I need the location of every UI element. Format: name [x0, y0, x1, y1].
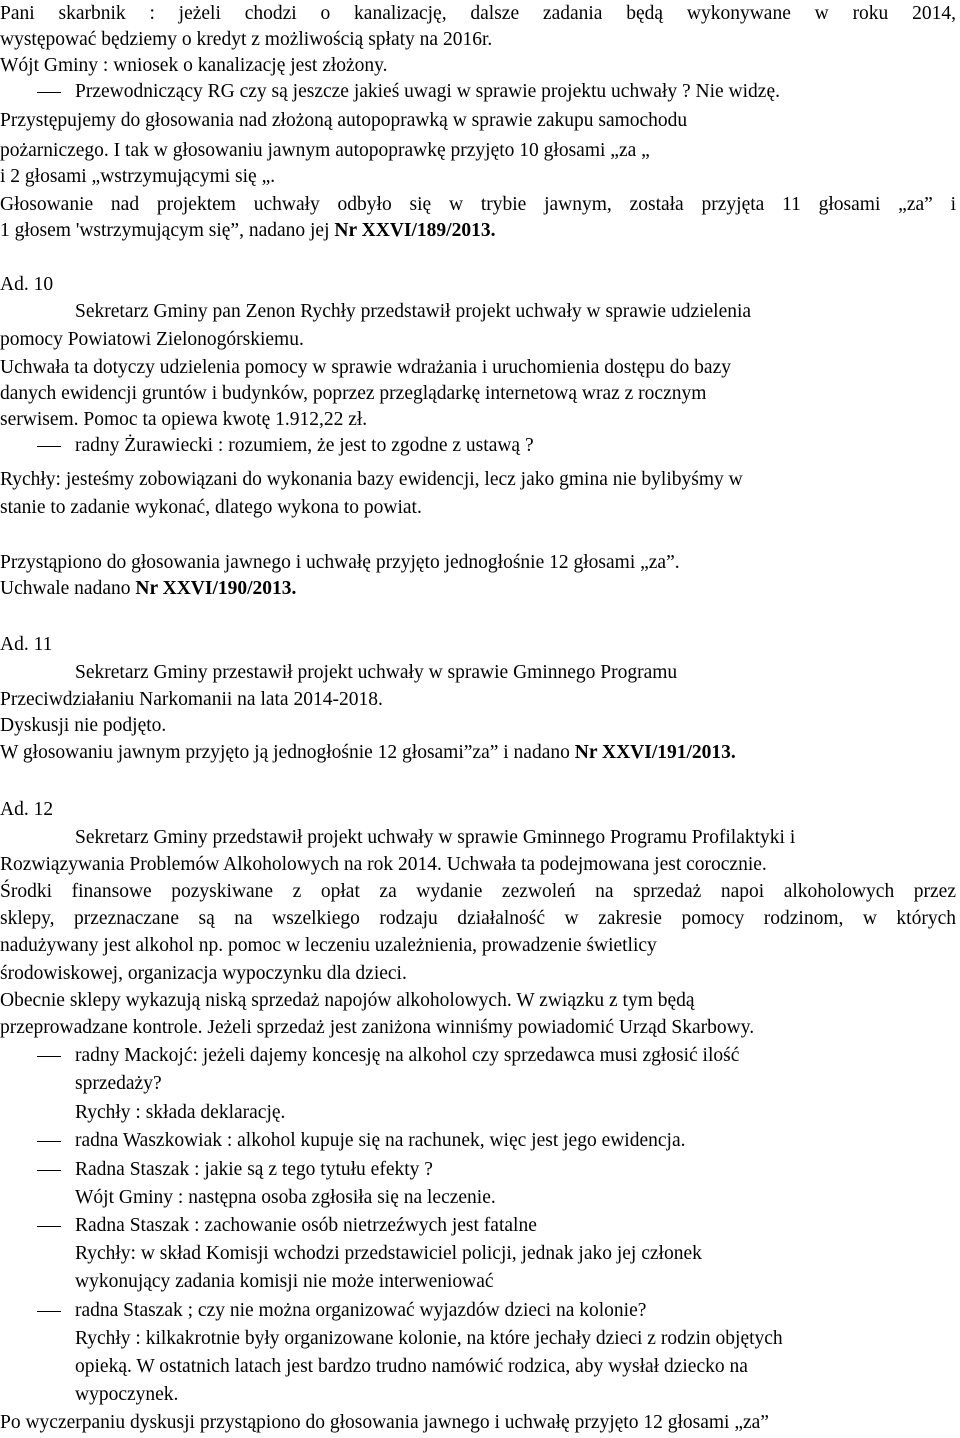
text-line: Dyskusji nie podjęto. — [0, 715, 167, 736]
text-span: 1 głosem 'wstrzymującym się”, nadano jej — [0, 220, 335, 241]
text-line: opieką. W ostatnich latach jest bardzo trudno namówić rodzica, aby wysłał dziecko na — [75, 1356, 748, 1377]
list-dash — [37, 1226, 61, 1227]
list-dash — [37, 446, 61, 447]
text-line: Rychły : kilkakrotnie były organizowane kolonie, na które jechały dzieci z rodzin objętych — [75, 1328, 783, 1349]
text-line: występować będziemy o kredyt z możliwością spłaty na 2016r. — [0, 29, 493, 50]
text-line — [0, 740, 736, 766]
text-line: pożarniczego. I tak w głosowaniu jawnym autopoprawkę przyjęto 10 głosami „za „ — [0, 140, 650, 161]
text-line: nadużywany jest alkohol np. pomoc w leczeniu uzależnienia, prowadzenie świetlicy — [0, 935, 657, 956]
text-line: i 2 głosami „wstrzymującymi się „. — [0, 166, 276, 187]
text-line: Przystąpiono do głosowania jawnego i uchwałę przyjęto jednogłośnie 12 głosami „za”. — [0, 552, 680, 573]
list-dash — [37, 1311, 61, 1312]
text-line: sklepy, przeznaczane są na wszelkiego rodzaju działalność w zakresie pomocy rodzinom, w których — [0, 908, 956, 929]
list-dash — [37, 92, 61, 93]
list-dash — [37, 1170, 61, 1171]
text-span: Uchwale nadano — [0, 578, 136, 599]
text-line: stanie to zadanie wykonać, dlatego wykona to powiat. — [0, 497, 422, 518]
text-line — [0, 576, 296, 602]
text-line: Rychły: jesteśmy zobowiązani do wykonania bazy ewidencji, lecz jako gmina nie bylibyśmy w — [0, 469, 743, 490]
text-line: Wójt Gminy : następna osoba zgłosiła się na leczenie. — [75, 1187, 496, 1208]
text-line: wypoczynek. — [75, 1384, 179, 1405]
text-line: radny Mackojć: jeżeli dajemy koncesję na alkohol czy sprzedawca musi zgłosić ilość — [75, 1045, 740, 1066]
text-line: serwisem. Pomoc ta opiewa kwotę 1.912,22 zł. — [0, 409, 368, 430]
resolution-number: Nr XXVI/191/2013. — [574, 742, 736, 763]
text-line: danych ewidencji gruntów i budynków, poprzez przeglądarkę internetową wraz z rocznym — [0, 383, 707, 404]
section-heading: Ad. 12 — [0, 799, 54, 820]
text-line: Sekretarz Gminy przestawił projekt uchwały w sprawie Gminnego Programu — [75, 662, 678, 683]
text-line: Sekretarz Gminy pan Zenon Rychły przedstawił projekt uchwały w sprawie udzielenia — [75, 301, 752, 322]
list-dash — [37, 1141, 61, 1142]
text-line: pomocy Powiatowi Zielonogórskiemu. — [0, 329, 304, 350]
text-line: radna Waszkowiak : alkohol kupuje się na rachunek, więc jest jego ewidencja. — [75, 1130, 686, 1151]
resolution-number: Nr XXVI/189/2013. — [334, 220, 496, 241]
text-line: Po wyczerpaniu dyskusji przystąpiono do głosowania jawnego i uchwałę przyjęto 12 głosami „za” — [0, 1412, 769, 1433]
text-line: Sekretarz Gminy przedstawił projekt uchwały w sprawie Gminnego Programu Profilaktyki i — [75, 827, 796, 848]
text-line: radna Staszak ; czy nie można organizować wyjazdów dzieci na kolonie? — [75, 1300, 647, 1321]
text-line: Przewodniczący RG czy są jeszcze jakieś uwagi w sprawie projektu uchwały ? Nie widzę. — [75, 81, 780, 102]
text-line: Radna Staszak : zachowanie osób nietrzeźwych jest fatalne — [75, 1215, 537, 1236]
text-line: Rozwiązywania Problemów Alkoholowych na rok 2014. Uchwała ta podejmowana jest corocznie. — [0, 854, 767, 875]
section-heading: Ad. 10 — [0, 274, 54, 295]
text-line: Obecnie sklepy wykazują niską sprzedaż napojów alkoholowych. W związku z tym będą — [0, 990, 695, 1011]
text-line: Radna Staszak : jakie są z tego tytułu efekty ? — [75, 1159, 433, 1180]
text-line: Uchwała ta dotyczy udzielenia pomocy w sprawie wdrażania i uruchomienia dostępu do bazy — [0, 357, 731, 378]
text-line: Środki finansowe pozyskiwane z opłat za wydanie zezwoleń na sprzedaż napoi alkoholowych przez — [0, 881, 956, 902]
resolution-number: Nr XXVI/190/2013. — [135, 578, 297, 599]
text-line: Rychły : składa deklarację. — [75, 1102, 286, 1123]
text-line: Głosowanie nad projektem uchwały odbyło się w trybie jawnym, została przyjęta 11 głosami „za” i — [0, 194, 956, 215]
text-line: Wójt Gminy : wniosek o kanalizację jest złożony. — [0, 55, 388, 76]
section-heading: Ad. 11 — [0, 634, 53, 655]
text-line: wykonujący zadania komisji nie może interweniować — [75, 1271, 494, 1292]
list-dash — [37, 1056, 61, 1057]
text-line: Przystępujemy do głosowania nad złożoną autopoprawką w sprawie zakupu samochodu — [0, 110, 688, 131]
text-span: W głosowaniu jawnym przyjęto ją jednogłośnie 12 głosami”za” i nadano — [0, 742, 575, 763]
text-line: przeprowadzane kontrole. Jeżeli sprzedaż jest zaniżona winniśmy powiadomić Urząd Skarbowy. — [0, 1017, 755, 1038]
text-line: środowiskowej, organizacja wypoczynku dla dzieci. — [0, 963, 407, 984]
text-line: radny Żurawiecki : rozumiem, że jest to zgodne z ustawą ? — [75, 435, 534, 456]
text-line: Pani skarbnik : jeżeli chodzi o kanalizację, dalsze zadania będą wykonywane w roku 2014, — [0, 3, 956, 24]
text-line: Przeciwdziałaniu Narkomanii na lata 2014-2018. — [0, 689, 383, 710]
text-line — [0, 218, 495, 244]
text-line: sprzedaży? — [75, 1073, 162, 1094]
text-line: Rychły: w skład Komisji wchodzi przedstawiciel policji, jednak jako jej członek — [75, 1243, 702, 1264]
